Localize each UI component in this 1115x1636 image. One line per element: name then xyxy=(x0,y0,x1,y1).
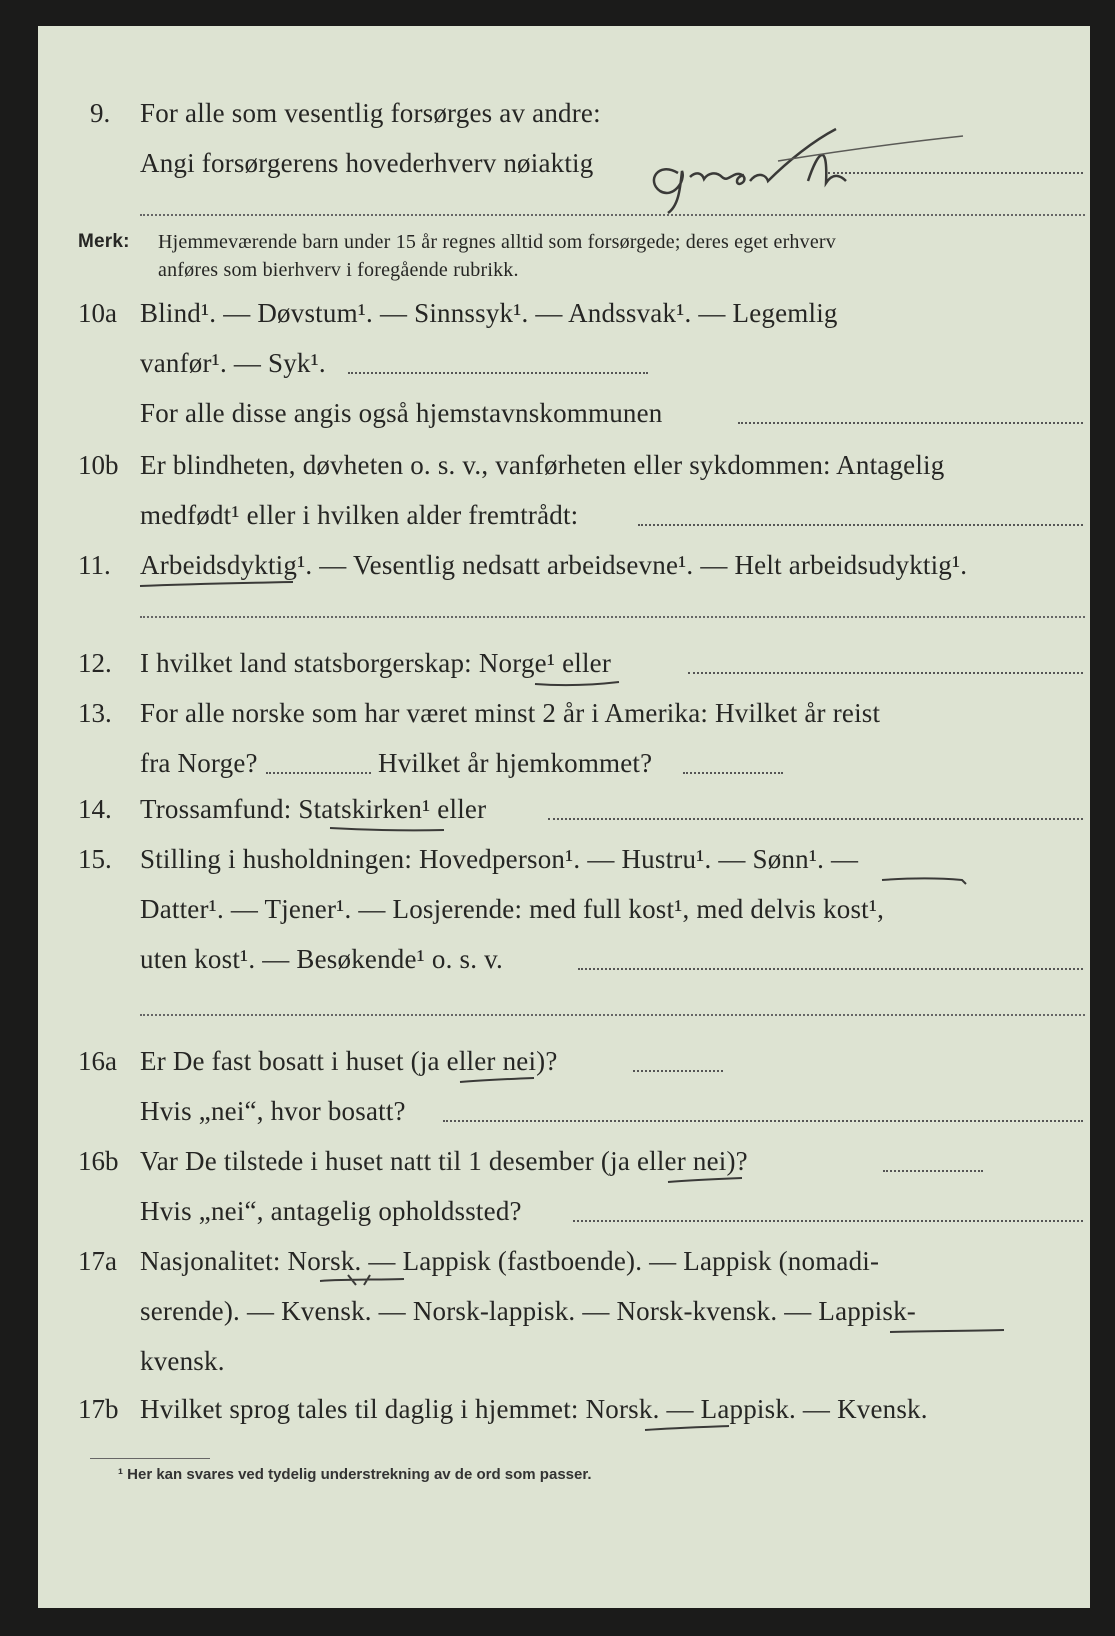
question-10a-answer-line xyxy=(348,372,648,374)
question-16a-bosatt-line xyxy=(443,1120,1083,1122)
question-10b-answer-line xyxy=(638,524,1083,526)
question-17a-underline-mark xyxy=(318,1271,408,1289)
question-15-number: 15. xyxy=(78,844,112,874)
question-16b-number: 16b xyxy=(78,1146,119,1176)
question-17a-line-2: serende). — Kvensk. — Norsk-lappisk. — Norsk-kvensk. — Lappisk- xyxy=(140,1296,916,1326)
question-11-underline-mark xyxy=(138,578,298,592)
question-9-extra-line xyxy=(140,214,1085,216)
question-11-line-1: Arbeidsdyktig¹. — Vesentlig nedsatt arbeidsevne¹. — Helt arbeidsudyktig¹. xyxy=(140,550,968,580)
question-13-line-2b: Hvilket år hjemkommet? xyxy=(378,748,653,778)
question-9-handwritten-answer xyxy=(638,121,968,216)
question-14-number: 14. xyxy=(78,794,112,824)
question-16b-underline-mark xyxy=(666,1174,746,1188)
question-17a-line-1: Nasjonalitet: Norsk. — Lappisk (fastboende). — Lappisk (nomadi- xyxy=(140,1246,880,1276)
question-16b-answer-line xyxy=(883,1170,983,1172)
question-12-line-1: I hvilket land statsborgerskap: Norge¹ eller xyxy=(140,648,612,678)
question-16a-number: 16a xyxy=(78,1046,117,1076)
question-15-answer-line xyxy=(578,968,1083,970)
question-16a-underline-mark xyxy=(458,1074,538,1088)
question-15-line-1: Stilling i husholdningen: Hovedperson¹. — Hustru¹. — Sønn¹. — xyxy=(140,844,859,874)
merk-line-1: Hjemmeværende barn under 15 år regnes alltid som forsørgede; deres eget erhverv xyxy=(158,231,836,253)
question-15-line-3: uten kost¹. — Besøkende¹ o. s. v. xyxy=(140,944,504,974)
footnote-separator xyxy=(90,1458,210,1459)
merk-line-2: anføres som bierhverv i foregående rubrikk. xyxy=(158,259,519,281)
question-10a-number: 10a xyxy=(78,298,117,328)
question-15-line-2: Datter¹. — Tjener¹. — Losjerende: med full kost¹, med delvis kost¹, xyxy=(140,894,885,924)
question-16b-line-2: Hvis „nei“, antagelig opholdssted? xyxy=(140,1196,522,1226)
census-form-page xyxy=(38,26,1090,1608)
question-17a-line-3: kvensk. xyxy=(140,1346,225,1376)
question-11-extra-line xyxy=(140,616,1085,618)
question-17b-number: 17b xyxy=(78,1394,119,1424)
question-16a-line-2: Hvis „nei“, hvor bosatt? xyxy=(140,1096,406,1126)
question-13-line-1: For alle norske som har været minst 2 år i Amerika: Hvilket år reist xyxy=(140,698,881,728)
question-11-number: 11. xyxy=(78,550,111,580)
question-14-underline-mark xyxy=(328,822,448,836)
question-13-reist-line xyxy=(266,772,371,774)
question-10b-line-1: Er blindheten, døvheten o. s. v., vanførheten eller sykdommen: Antagelig xyxy=(140,450,945,480)
question-15-extra-line xyxy=(140,1014,1085,1016)
question-12-answer-line xyxy=(688,672,1083,674)
question-9-line-2: Angi forsørgerens hovederhverv nøiaktig xyxy=(140,148,594,178)
question-17b-underline-mark xyxy=(643,1422,733,1436)
question-15-underline-mark xyxy=(880,874,970,890)
question-13-hjemkommet-line xyxy=(683,772,783,774)
question-13-line-2a: fra Norge? xyxy=(140,748,258,778)
question-10a-line-2: vanfør¹. — Syk¹. xyxy=(140,348,326,378)
question-16b-line-1: Var De tilstede i huset natt til 1 desember (ja eller nei)? xyxy=(140,1146,748,1176)
question-10a-kommune-line xyxy=(738,422,1083,424)
question-10b-number: 10b xyxy=(78,450,119,480)
question-17a-number: 17a xyxy=(78,1246,117,1276)
question-9-number: 9. xyxy=(90,98,111,128)
question-16a-line-1: Er De fast bosatt i huset (ja eller nei)? xyxy=(140,1046,558,1076)
question-17a-lappisk-underline xyxy=(888,1326,1008,1338)
question-12-underline-mark xyxy=(533,676,623,690)
footnote-text: ¹ Her kan svares ved tydelig understrekning av de ord som passer. xyxy=(118,1466,592,1483)
question-14-answer-line xyxy=(548,818,1083,820)
question-14-line-1: Trossamfund: Statskirken¹ eller xyxy=(140,794,487,824)
question-9-line-1: For alle som vesentlig forsørges av andre: xyxy=(140,98,601,128)
question-16a-answer-line xyxy=(633,1070,723,1072)
question-13-number: 13. xyxy=(78,698,112,728)
question-10a-line-3: For alle disse angis også hjemstavnskommunen xyxy=(140,398,663,428)
question-16b-opholdssted-line xyxy=(573,1220,1083,1222)
merk-label: Merk: xyxy=(78,231,130,252)
question-12-number: 12. xyxy=(78,648,112,678)
question-10a-line-1: Blind¹. — Døvstum¹. — Sinnssyk¹. — Andssvak¹. — Legemlig xyxy=(140,298,838,328)
question-17b-line-1: Hvilket sprog tales til daglig i hjemmet: Norsk. — Lappisk. — Kvensk. xyxy=(140,1394,928,1424)
question-10b-line-2: medfødt¹ eller i hvilken alder fremtrådt: xyxy=(140,500,579,530)
